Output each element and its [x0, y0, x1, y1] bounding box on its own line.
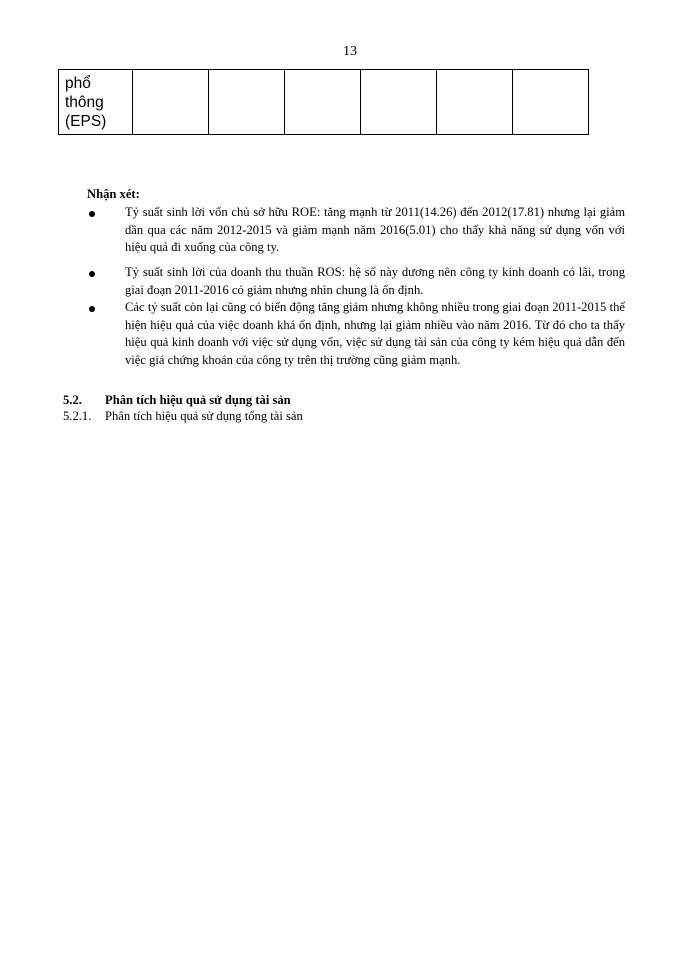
- table-cell: [133, 70, 209, 135]
- bullet-icon: [89, 271, 95, 277]
- eps-table: [58, 69, 589, 135]
- row-label-line: phổ: [65, 74, 91, 92]
- page-number: 13: [343, 44, 357, 59]
- section-title: Phân tích hiệu quả sử dụng tài sản: [105, 393, 291, 407]
- table-cell: [285, 70, 361, 135]
- note-item: Các tỷ suất còn lại cũng có biến động tăng giảm nhưng không nhiều trong giai đoạn 2011-2015 thể hiện hiệu quả của việc doanh khá ổn định, nhưng lại giảm nhiều vào năm 2016. Từ đó cho ta thấy hiệu quả kinh doanh với việc sử dụng vốn, việc sử dụng tài sản của công ty kém hiệu quả dẫn đến việc giá chứng khoán của công ty trên thị trường cũng giảm mạnh.: [125, 300, 625, 367]
- section-number: 5.2.: [63, 393, 82, 407]
- notes-title: Nhận xét:: [87, 187, 140, 201]
- subsection-number: 5.2.1.: [63, 409, 92, 423]
- table-cell: [513, 70, 589, 135]
- row-label-line: (EPS): [65, 112, 107, 130]
- bullet-icon: [89, 211, 95, 217]
- table-cell: [437, 70, 513, 135]
- row-label-line: thông: [65, 93, 104, 111]
- bullet-icon: [89, 306, 95, 312]
- section-heading: [63, 393, 291, 408]
- subsection-title: Phân tích hiệu quả sử dụng tổng tài sản: [105, 409, 303, 423]
- subsection-heading: [63, 409, 303, 424]
- table-row: [59, 70, 589, 135]
- note-item: Tỷ suất sinh lời của doanh thu thuần ROS: hệ số này dương nên công ty kinh doanh có lãi, trong giai đoạn 2011-2016 có giảm nhưng nhìn chung là ổn định.: [125, 265, 625, 297]
- note-item: Tỷ suất sinh lời vốn chủ sở hữu ROE: tăng mạnh từ 2011(14.26) đến 2012(17.81) nhưng lại giảm dần qua các năm 2012-2015 và giảm mạnh năm 2016(5.01) cho thấy khả năng sử dụng vốn với hiệu quả đi xuống của công ty.: [125, 205, 625, 254]
- table-cell: [361, 70, 437, 135]
- table-cell: [209, 70, 285, 135]
- row-label-cell: [59, 70, 133, 135]
